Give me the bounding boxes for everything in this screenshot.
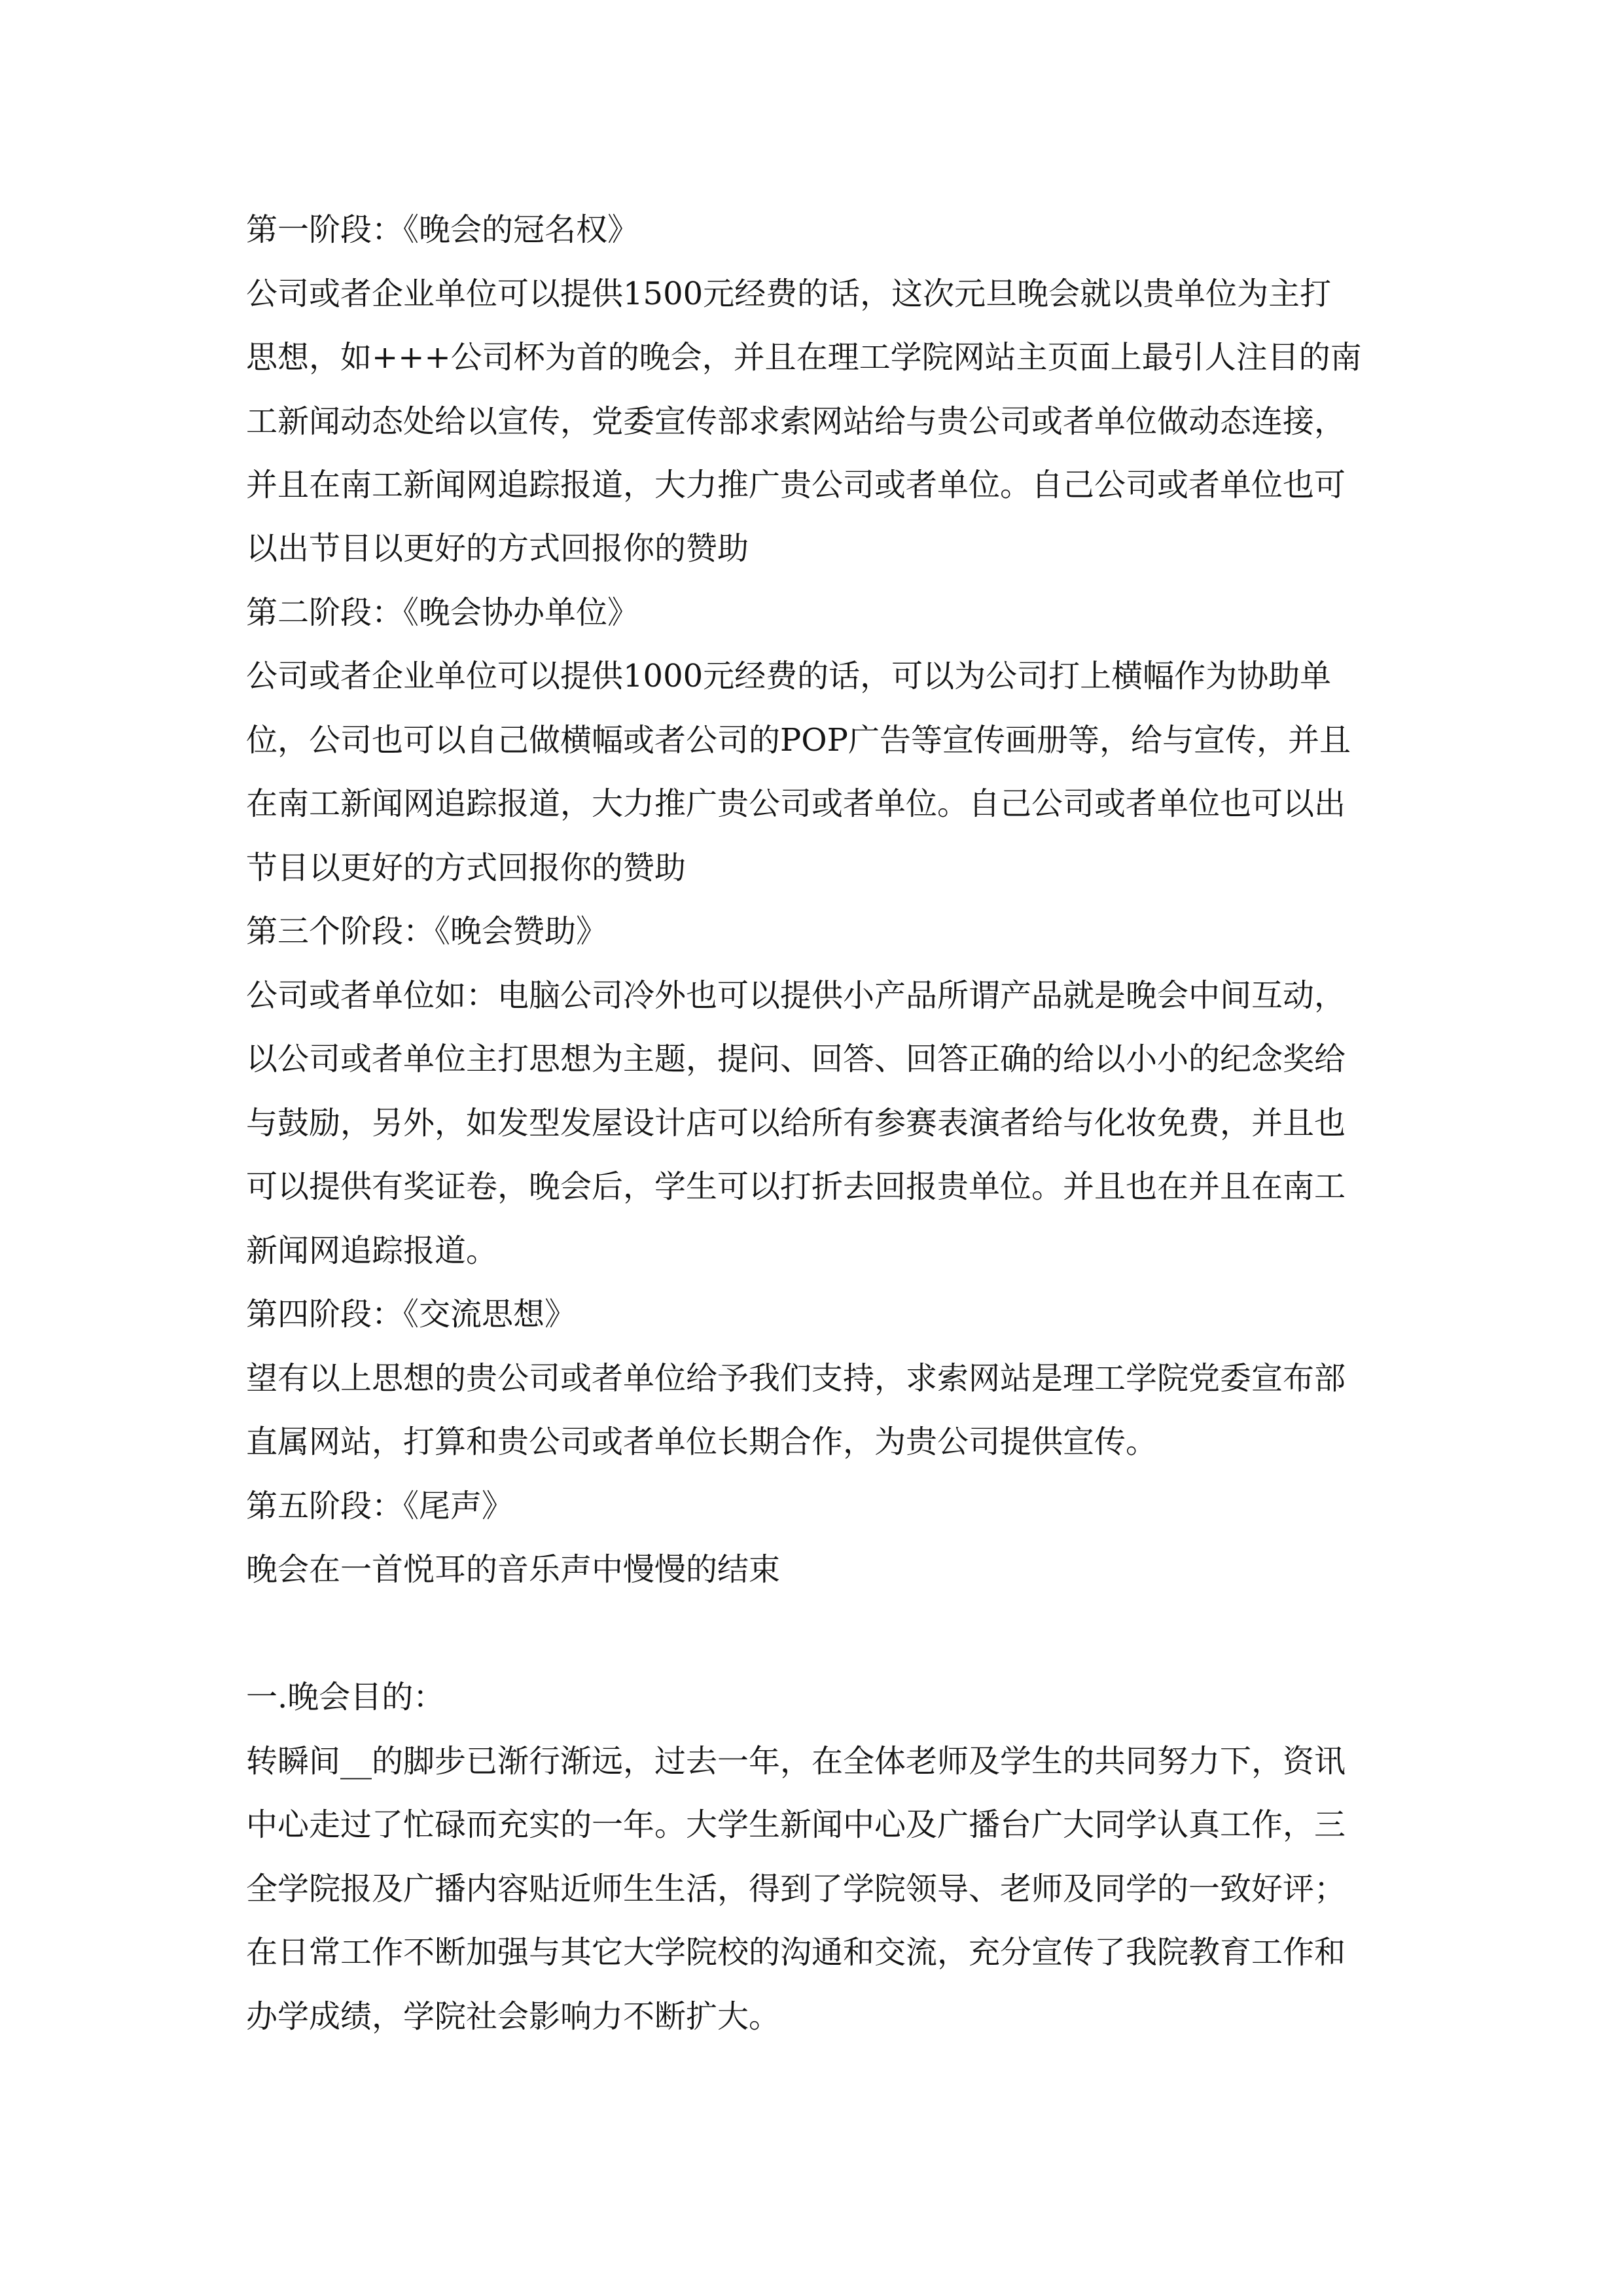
paragraph-line: 以出节目以更好的方式回报你的赞助 xyxy=(246,530,749,567)
heading-stage-2: 第二阶段：《晚会协办单位》 xyxy=(246,594,639,631)
heading-stage-4: 第四阶段：《交流思想》 xyxy=(246,1296,577,1333)
paragraph-line: 公司或者单位如：电脑公司冷外也可以提供小产品所谓产品就是晚会中间互动， xyxy=(246,977,1346,1014)
paragraph-line: 望有以上思想的贵公司或者单位给予我们支持，求索网站是理工学院党委宣布部 xyxy=(246,1360,1346,1397)
paragraph-line: 在日常工作不断加强与其它大学院校的沟通和交流，充分宣传了我院教育工作和 xyxy=(246,1934,1346,1971)
paragraph-line: 位，公司也可以自己做横幅或者公司的POP广告等宣传画册等，给与宣传，并且 xyxy=(246,722,1351,759)
paragraph-line: 直属网站，打算和贵公司或者单位长期合作，为贵公司提供宣传。 xyxy=(246,1424,1158,1460)
paragraph-line: 思想，如+++公司杯为首的晚会，并且在理工学院网站主页面上最引人注目的南 xyxy=(246,339,1362,376)
paragraph-line: 并且在南工新闻网追踪报道，大力推广贵公司或者单位。自己公司或者单位也可 xyxy=(246,467,1346,503)
paragraph-line: 公司或者企业单位可以提供1000元经费的话，可以为公司打上横幅作为协助单 xyxy=(246,658,1332,694)
paragraph-line: 中心走过了忙碌而充实的一年。大学生新闻中心及广播台广大同学认真工作，三 xyxy=(246,1806,1346,1843)
paragraph-line: 转瞬间__的脚步已渐行渐远，过去一年，在全体老师及学生的共同努力下，资讯 xyxy=(246,1743,1346,1780)
paragraph-line: 新闻网追踪报道。 xyxy=(246,1232,498,1269)
paragraph-line: 与鼓励，另外，如发型发屋设计店可以给所有参赛表演者给与化妆免费，并且也 xyxy=(246,1105,1346,1141)
heading-stage-1: 第一阶段：《晚会的冠名权》 xyxy=(246,211,639,248)
paragraph-line: 以公司或者单位主打思想为主题，提问、回答、回答正确的给以小小的纪念奖给 xyxy=(246,1041,1346,1077)
paragraph-line: 可以提供有奖证卷，晚会后，学生可以打折去回报贵单位。并且也在并且在南工 xyxy=(246,1168,1346,1205)
paragraph-line: 节目以更好的方式回报你的赞助 xyxy=(246,850,687,886)
paragraph-line: 公司或者企业单位可以提供1500元经费的话，这次元旦晚会就以贵单位为主打 xyxy=(246,276,1332,312)
heading-section-1: 一.晚会目的： xyxy=(246,1679,445,1715)
paragraph-line: 全学院报及广播内容贴近师生生活，得到了学院领导、老师及同学的一致好评； xyxy=(246,1871,1346,1907)
heading-stage-3: 第三个阶段：《晚会赞助》 xyxy=(246,913,608,950)
paragraph-line: 工新闻动态处给以宣传，党委宣传部求索网站给与贵公司或者单位做动态连接， xyxy=(246,403,1346,440)
paragraph-line: 晚会在一首悦耳的音乐声中慢慢的结束 xyxy=(246,1551,781,1588)
paragraph-line: 办学成绩，学院社会影响力不断扩大。 xyxy=(246,1998,781,2035)
heading-stage-5: 第五阶段：《尾声》 xyxy=(246,1488,514,1524)
paragraph-line: 在南工新闻网追踪报道，大力推广贵公司或者单位。自己公司或者单位也可以出 xyxy=(246,785,1346,822)
